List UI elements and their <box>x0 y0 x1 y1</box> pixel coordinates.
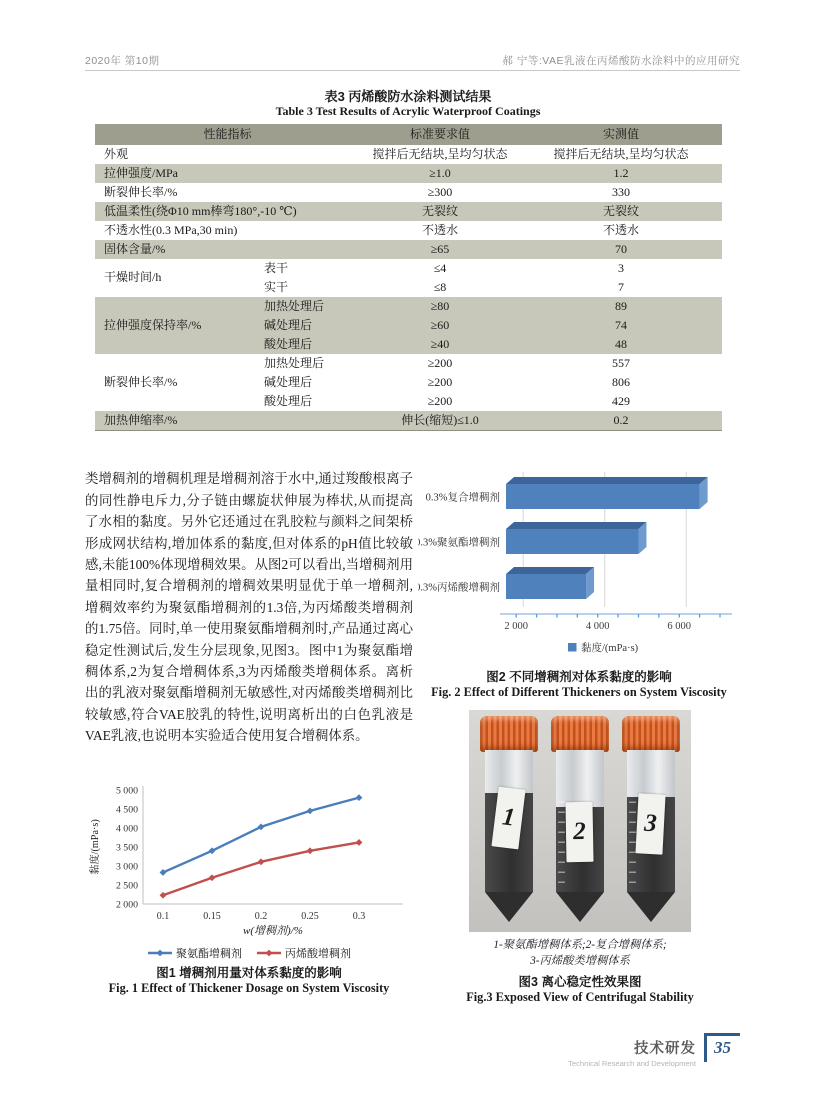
svg-text:0.2: 0.2 <box>254 911 268 922</box>
cell-standard: ≥200 <box>360 373 520 392</box>
cell-indicator: 外观 <box>95 145 360 164</box>
cell-indicator: 加热伸缩率/% <box>95 411 360 431</box>
svg-text:0.3%复合增稠剂: 0.3%复合增稠剂 <box>425 492 500 504</box>
svg-text:2 000: 2 000 <box>115 899 138 911</box>
footer-section <box>568 1033 696 1068</box>
svg-text:4 000: 4 000 <box>585 621 610 632</box>
cell-indicator: 断裂伸长率/% <box>95 354 260 411</box>
footer-section-en: Technical Research and Development <box>568 1059 696 1068</box>
line-chart-viscosity <box>85 772 413 940</box>
tube-number: 2 <box>573 817 586 846</box>
cell-subitem: 碱处理后 <box>260 373 360 392</box>
fig3-caption-zh: 图3 离心稳定性效果图 <box>518 975 642 989</box>
centrifuge-tube <box>478 716 540 932</box>
table-row <box>95 145 722 164</box>
cell-subitem: 酸处理后 <box>260 335 360 354</box>
fig1-caption-en: Fig. 1 Effect of Thickener Dosage on System Viscosity <box>108 981 390 995</box>
fig3-legend-line2: 3-丙烯酸类增稠体系 <box>530 955 630 967</box>
svg-text:2 500: 2 500 <box>115 880 138 892</box>
table-row <box>95 411 722 431</box>
tube-label <box>565 802 593 862</box>
cell-measured: 不透水 <box>520 221 722 240</box>
cell-measured: 330 <box>520 183 722 202</box>
cell-measured: 7 <box>520 278 722 297</box>
table-row <box>95 354 722 373</box>
svg-text:5 000: 5 000 <box>115 785 138 797</box>
table3-title-en: Table 3 Test Results of Acrylic Waterproof Coatings <box>275 104 541 118</box>
cell-measured: 0.2 <box>520 411 722 431</box>
cell-indicator: 固体含量/% <box>95 240 360 259</box>
cell-measured: 搅拌后无结块,呈均匀状态 <box>520 145 722 164</box>
svg-text:w(增稠剂)/%: w(增稠剂)/% <box>243 925 303 937</box>
legend-swatch <box>256 948 282 958</box>
fig1-legend <box>85 945 413 961</box>
cell-measured: 48 <box>520 335 722 354</box>
cell-subitem: 碱处理后 <box>260 316 360 335</box>
header-issue: 2020年 第10期 <box>85 55 160 67</box>
tube-graduations <box>629 793 636 888</box>
centrifuge-tubes-photo <box>469 710 691 932</box>
cell-measured: 70 <box>520 240 722 259</box>
table3-title-zh: 表3 丙烯酸防水涂料测试结果 <box>324 89 492 104</box>
svg-text:0.3%聚氨酯增稠剂: 0.3%聚氨酯增稠剂 <box>418 537 500 549</box>
cell-standard: ≥60 <box>360 316 520 335</box>
fig2-caption-zh: 图2 不同增稠剂对体系黏度的影响 <box>486 670 672 684</box>
legend-swatch <box>147 948 173 958</box>
cell-standard: ≥80 <box>360 297 520 316</box>
cell-standard: 伸长(缩短)≤1.0 <box>360 411 520 431</box>
tube-number: 1 <box>500 803 517 832</box>
fig2-caption-en: Fig. 2 Effect of Different Thickeners on System Viscosity <box>431 685 727 699</box>
svg-text:0.15: 0.15 <box>203 911 221 922</box>
fig3-caption-en: Fig.3 Exposed View of Centrifugal Stability <box>466 990 694 1004</box>
svg-text:黏度/(mPa·s): 黏度/(mPa·s) <box>90 819 101 875</box>
col-header-standard: 标准要求值 <box>360 124 520 145</box>
figure1-block <box>85 772 413 996</box>
body-paragraph: 类增稠剂的增稠机理是增稠剂溶于水中,通过羧酸根离子的同性静电斥力,分子链由螺旋状伸展为棒状,从而提高了水相的黏度。另外它还通过在乳胶粒与颜料之间架桥形成网状结构,增加体系的黏度,但对体系的pH值比较敏感,未能100%体现增稠效果。从图2可以看出,当增稠剂用量相同时,复合增稠剂的增稠效果明显优于单一增稠剂,增稠效率约为聚氨酯增稠剂的1.3倍,为丙烯酸类增稠剂的1.75倍。同时,单一使用聚氨酯增稠剂时,产品通过离心稳定性测试后,发生分层现象,见图3。图中1为聚氨酯增稠体系,2为复合增稠体系,3为丙烯酸类增稠体系。离析出的乳液对聚氨酯增稠剂无敏感性,对丙烯酸类增稠剂比较敏感,符合VAE胶乳的特性,说明离析出的白色乳液是VAE乳液,也说明本实验适合使用复合增稠体系。 <box>85 471 413 744</box>
cell-measured: 3 <box>520 259 722 278</box>
cell-standard: 无裂纹 <box>360 202 520 221</box>
svg-text:0.3: 0.3 <box>352 911 366 922</box>
cell-standard: ≥1.0 <box>360 164 520 183</box>
cell-indicator: 断裂伸长率/% <box>95 183 360 202</box>
tube-cap <box>622 716 680 752</box>
table-row <box>95 240 722 259</box>
svg-text:3 500: 3 500 <box>115 842 138 854</box>
centrifuge-tube <box>620 716 682 932</box>
table-row <box>95 202 722 221</box>
svg-text:黏度/(mPa·s): 黏度/(mPa·s) <box>581 643 639 654</box>
cell-subitem: 酸处理后 <box>260 392 360 411</box>
svg-text:0.1: 0.1 <box>156 911 170 922</box>
tube-number: 3 <box>643 809 658 838</box>
cell-standard: ≥300 <box>360 183 520 202</box>
tube-label <box>635 793 665 854</box>
svg-text:6 000: 6 000 <box>667 621 692 632</box>
cell-subitem: 表干 <box>260 259 360 278</box>
cell-standard: ≤4 <box>360 259 520 278</box>
svg-text:4 000: 4 000 <box>115 823 138 835</box>
table-header-row <box>95 124 722 145</box>
col-header-indicator: 性能指标 <box>95 124 360 145</box>
cell-measured: 557 <box>520 354 722 373</box>
bar-chart-viscosity <box>418 466 740 662</box>
svg-text:0.3%丙烯酸增稠剂: 0.3%丙烯酸增稠剂 <box>418 582 500 594</box>
table3 <box>95 124 722 431</box>
legend-entry: 丙烯酸增稠剂 <box>256 945 351 961</box>
table-row <box>95 297 722 316</box>
svg-text:2 000: 2 000 <box>504 621 529 632</box>
table-row <box>95 221 722 240</box>
figure2-block <box>418 466 740 700</box>
cell-subitem: 实干 <box>260 278 360 297</box>
cell-standard: ≤8 <box>360 278 520 297</box>
table3-body <box>95 145 722 431</box>
footer-section-zh: 技术研发 <box>634 1041 696 1057</box>
cell-indicator: 拉伸强度/MPa <box>95 164 360 183</box>
cell-subitem: 加热处理后 <box>260 354 360 373</box>
table-row <box>95 164 722 183</box>
tube-body <box>556 750 604 892</box>
cell-measured: 无裂纹 <box>520 202 722 221</box>
tube-cone <box>627 892 675 922</box>
cell-measured: 429 <box>520 392 722 411</box>
cell-standard: ≥200 <box>360 354 520 373</box>
tube-graduations <box>558 793 565 888</box>
tube-body <box>485 750 533 892</box>
cell-standard: 搅拌后无结块,呈均匀状态 <box>360 145 520 164</box>
cell-indicator: 不透水性(0.3 MPa,30 min) <box>95 221 360 240</box>
col-header-measured: 实测值 <box>520 124 722 145</box>
cell-indicator: 拉伸强度保持率/% <box>95 297 260 354</box>
cell-indicator: 低温柔性(绕Φ10 mm棒弯180°,-10 ℃) <box>95 202 360 221</box>
cell-measured: 74 <box>520 316 722 335</box>
header-rule <box>85 70 740 71</box>
footer <box>568 1033 740 1068</box>
cell-measured: 806 <box>520 373 722 392</box>
tube-cap <box>480 716 538 752</box>
tube-body <box>627 750 675 892</box>
cell-subitem: 加热处理后 <box>260 297 360 316</box>
svg-text:3 000: 3 000 <box>115 861 138 873</box>
cell-indicator: 干燥时间/h <box>95 259 260 297</box>
figure3-block <box>420 710 740 1005</box>
svg-text:0.25: 0.25 <box>301 911 319 922</box>
cell-standard: 不透水 <box>360 221 520 240</box>
svg-text:4 500: 4 500 <box>115 804 138 816</box>
tube-cone <box>485 892 533 922</box>
fig3-legend-line1: 1-聚氨酯增稠体系;2-复合增稠体系; <box>493 939 667 951</box>
cell-standard: ≥40 <box>360 335 520 354</box>
cell-standard: ≥65 <box>360 240 520 259</box>
legend-entry: 聚氨酯增稠剂 <box>147 945 242 961</box>
page-number: 35 <box>704 1033 740 1062</box>
table-row <box>95 259 722 278</box>
tube-cone <box>556 892 604 922</box>
cell-measured: 1.2 <box>520 164 722 183</box>
tube-cap <box>551 716 609 752</box>
table-row <box>95 183 722 202</box>
fig1-caption-zh: 图1 增稠剂用量对体系黏度的影响 <box>156 966 342 980</box>
cell-measured: 89 <box>520 297 722 316</box>
header-running-title: 郝 宁等:VAE乳液在丙烯酸防水涂料中的应用研究 <box>502 55 740 67</box>
centrifuge-tube <box>549 716 611 932</box>
cell-standard: ≥200 <box>360 392 520 411</box>
